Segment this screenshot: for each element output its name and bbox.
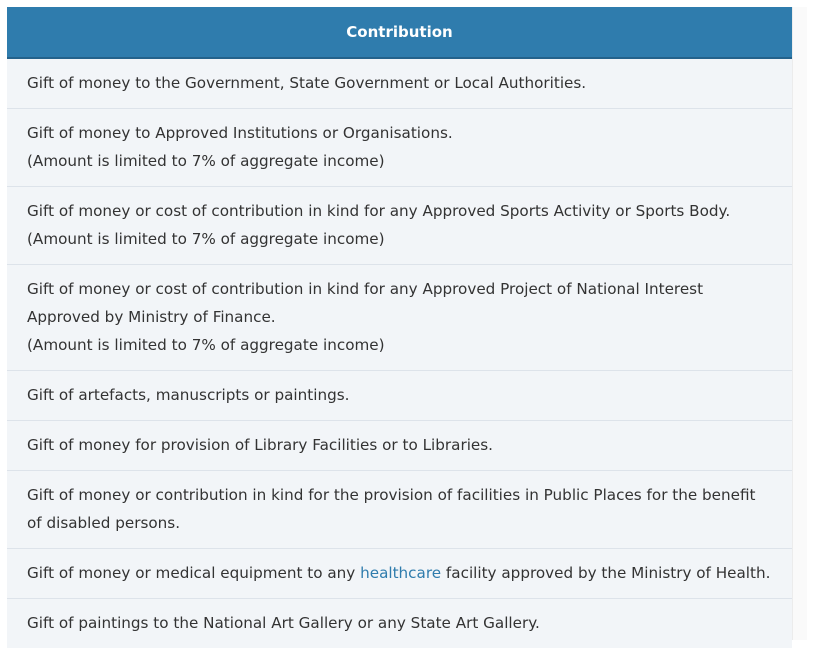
cell-text-after-link: facility approved by the Ministry of Health. xyxy=(441,564,771,582)
table-row xyxy=(7,421,792,471)
contribution-column-header: Contribution xyxy=(7,7,792,58)
table-cell xyxy=(7,371,792,421)
cell-note: (Amount is limited to 7% of aggregate income) xyxy=(27,230,385,248)
table-row xyxy=(7,265,792,371)
table-row xyxy=(7,371,792,421)
table-row xyxy=(7,58,792,109)
cell-text: Gift of money for provision of Library Facilities or to Libraries. xyxy=(27,436,493,454)
cell-note: (Amount is limited to 7% of aggregate income) xyxy=(27,336,385,354)
cell-text-before-link: Gift of money or medical equipment to any xyxy=(27,564,361,582)
table-cell xyxy=(7,109,792,187)
table-row xyxy=(7,109,792,187)
table-cell xyxy=(7,265,792,371)
cell-text: Gift of money to Approved Institutions or Organisations. xyxy=(27,124,453,142)
table-cell xyxy=(7,421,792,471)
table-cell xyxy=(7,599,792,649)
cell-note: (Amount is limited to 7% of aggregate income) xyxy=(27,152,385,170)
table-row xyxy=(7,471,792,549)
cell-text: Gift of money or contribution in kind for the provision of facilities in Public Places for the benefit of disabled persons. xyxy=(27,486,756,532)
cell-text: Gift of artefacts, manuscripts or paintings. xyxy=(27,386,350,404)
healthcare-link[interactable]: healthcare xyxy=(360,564,442,582)
table-row xyxy=(7,187,792,265)
table-row xyxy=(7,549,792,599)
scrollbar-track[interactable] xyxy=(792,7,807,640)
cell-text: Gift of money or cost of contribution in kind for any Approved Sports Activity or Sports Body. xyxy=(27,202,731,220)
table-row xyxy=(7,599,792,649)
contribution-table xyxy=(7,7,792,648)
cell-text xyxy=(27,559,772,587)
table-cell xyxy=(7,471,792,549)
table-cell xyxy=(7,58,792,109)
cell-text: Gift of money or cost of contribution in kind for any Approved Project of National Interest Approved by Ministry of Finance. xyxy=(27,280,704,326)
cell-text: Gift of money to the Government, State Government or Local Authorities. xyxy=(27,74,587,92)
table-cell xyxy=(7,549,792,599)
cell-text: Gift of paintings to the National Art Gallery or any State Art Gallery. xyxy=(27,614,540,632)
table-header-row xyxy=(7,7,792,58)
table-cell xyxy=(7,187,792,265)
contribution-table-container xyxy=(7,7,792,648)
